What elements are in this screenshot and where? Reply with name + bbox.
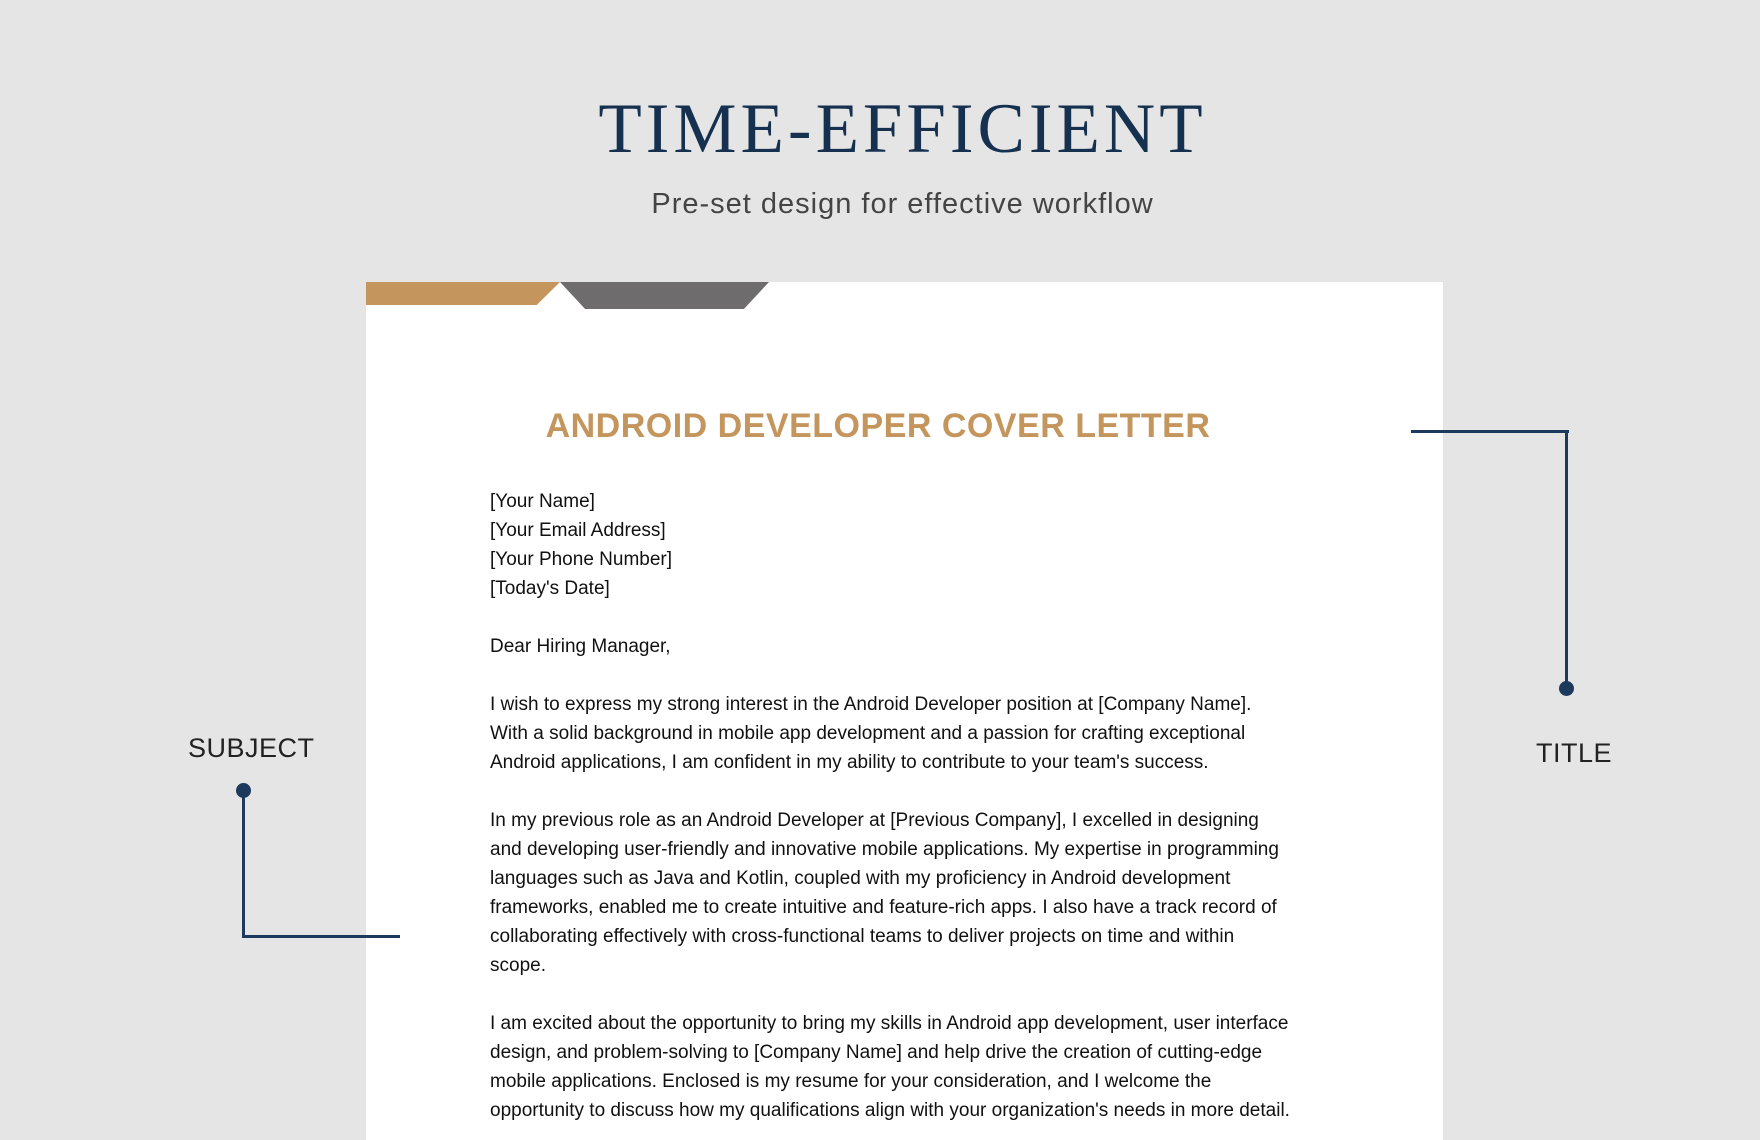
salutation: Dear Hiring Manager, [490,636,671,657]
paragraph-closing: I am excited about the opportunity to bring my skills in Android app development, user interface design, and problem-solving to [Company Name] and help drive the creation of cutting-edge mobile applications. Enclosed is my resume for your consideration, and I welcome the opportunity to discuss how my qualifications align with your organization's needs in more detail. [490,1013,1290,1121]
hero-title: TIME-EFFICIENT [598,90,1207,168]
title-connector-dot [1559,681,1574,696]
document-page [366,282,1443,1140]
title-connector-horizontal [1411,430,1569,433]
sender-block [490,487,1290,603]
title-connector-vertical [1565,430,1568,688]
letter-body [490,487,1290,1140]
sender-email: [Your Email Address] [490,520,666,541]
paragraph-intro: I wish to express my strong interest in the Android Developer position at [Company Name]. With a solid background in mobile app development and a passion for crafting exceptional Android applications, I am confident in my ability to contribute to your team's success. [490,694,1252,773]
gray-accent-tab [560,282,769,309]
subject-connector-vertical [242,790,245,938]
sender-name: [Your Name] [490,491,595,512]
subject-label: SUBJECT [188,733,315,763]
hero-subtitle: Pre-set design for effective workflow [651,188,1154,220]
paragraph-experience: In my previous role as an Android Developer at [Previous Company], I excelled in designing and developing user-friendly and innovative mobile applications. My expertise in programming languages such as Java and Kotlin, coupled with my proficiency in Android development frameworks, enabled me to create intuitive and feature-rich apps. I also have a track record of collaborating effectively with cross-functional teams to deliver projects on time and within scope. [490,810,1279,976]
letter-date: [Today's Date] [490,578,610,599]
gold-accent-tab [366,282,560,305]
sender-phone: [Your Phone Number] [490,549,673,570]
subject-connector-horizontal [242,935,400,938]
document-title: ANDROID DEVELOPER COVER LETTER [545,407,1211,445]
title-label: TITLE [1536,738,1613,768]
